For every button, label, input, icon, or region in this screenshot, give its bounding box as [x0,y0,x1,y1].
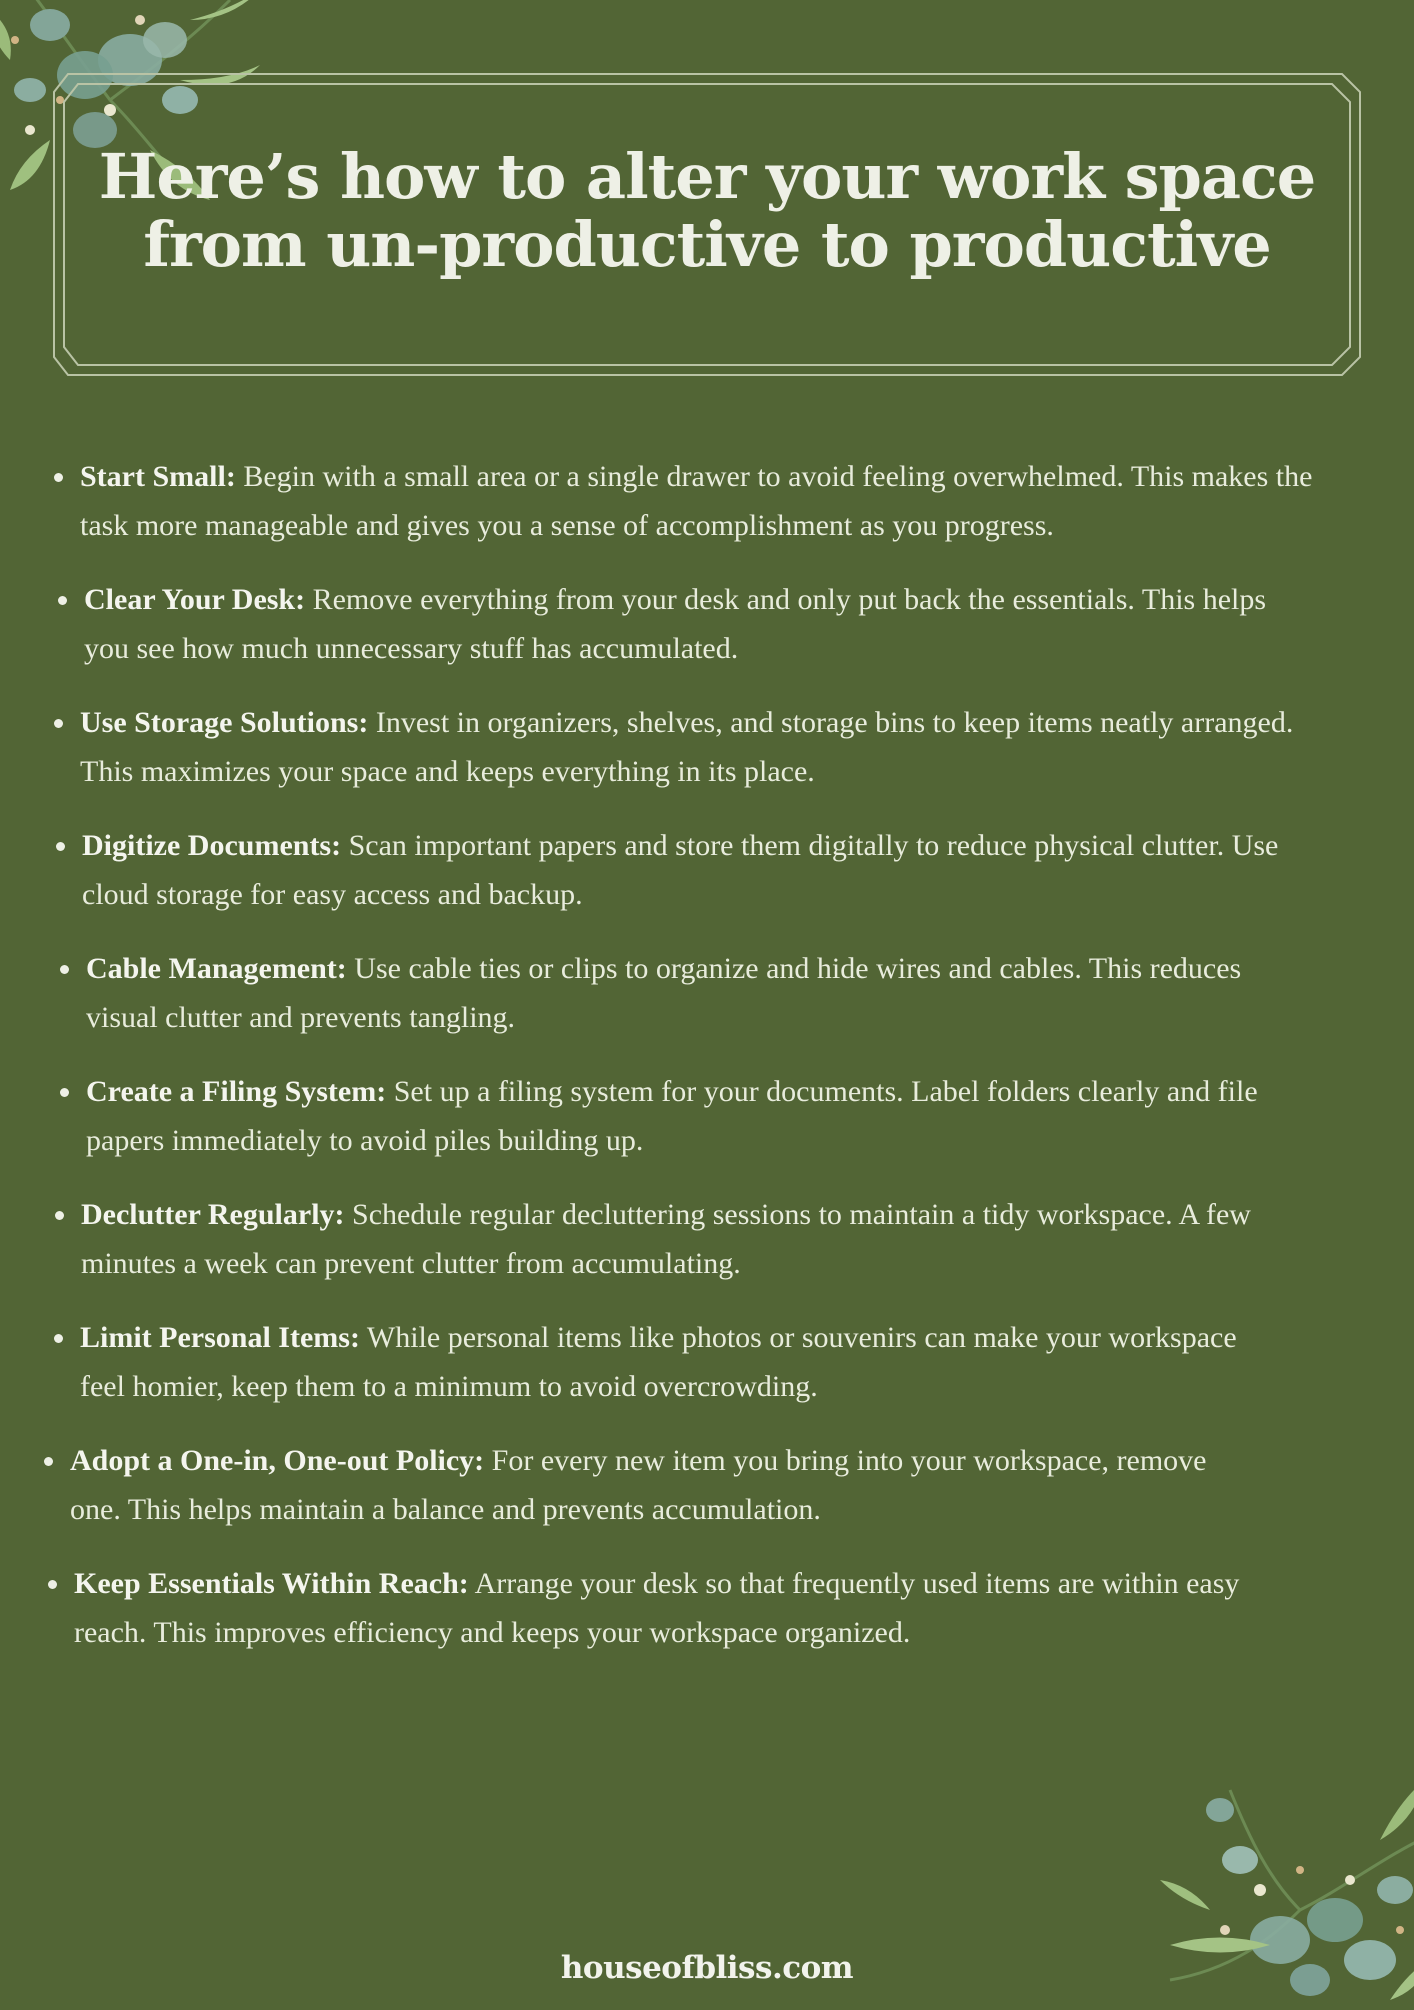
tip-text: For every new item you bring into your workspace, remove [484,1444,1207,1477]
list-item [70,1436,1410,1534]
page-title [80,140,1334,281]
tip-lead: Declutter Regularly: [81,1198,345,1231]
list-item [84,575,1414,673]
tip-text-continued: This maximizes your space and keeps everything in its place. [80,755,815,788]
bullet-icon [56,842,65,851]
tip-lead: Create a Filing System: [86,1075,387,1108]
list-item [80,1313,1414,1411]
bullet-icon [44,1457,53,1466]
bullet-icon [58,596,67,605]
tip-lead: Digitize Documents: [82,829,342,862]
bullet-icon [54,473,63,482]
tip-text: Schedule regular decluttering sessions to maintain a tidy workspace. A few [344,1198,1251,1231]
tip-text-continued: cloud storage for easy access and backup. [82,878,583,911]
tip-text: Begin with a small area or a single drawer to avoid feeling overwhelmed. This makes the [235,460,1313,493]
title-line-1: Here’s how to alter your work space [98,140,1316,213]
tip-text-continued: reach. This improves efficiency and keeps your workspace organized. [74,1616,911,1649]
tip-text: Set up a filing system for your documents. Label folders clearly and file [386,1075,1258,1108]
list-item [86,944,1414,1042]
bullet-icon [60,1088,69,1097]
tip-text-continued: papers immediately to avoid piles building up. [86,1124,644,1157]
tip-text: Scan important papers and store them digitally to reduce physical clutter. Use [341,829,1279,862]
bullet-icon [54,1334,63,1343]
tip-text-continued: task more manageable and gives you a sense of accomplishment as you progress. [80,509,1054,542]
bullet-icon [54,719,63,728]
tip-text-continued: one. This helps maintain a balance and prevents accumulation. [70,1493,821,1526]
list-item [82,821,1414,919]
list-item [86,1067,1414,1165]
tip-text-continued: feel homier, keep them to a minimum to avoid overcrowding. [80,1370,818,1403]
tip-lead: Adopt a One-in, One-out Policy: [70,1444,485,1477]
tip-lead: Cable Management: [86,952,347,985]
list-item [80,698,1414,796]
tip-text: While personal items like photos or souvenirs can make your workspace [359,1321,1237,1354]
tip-text-continued: you see how much unnecessary stuff has accumulated. [84,632,739,665]
tip-text-continued: minutes a week can prevent clutter from accumulating. [81,1247,741,1280]
tip-text-continued: visual clutter and prevents tangling. [86,1001,516,1034]
list-item [81,1190,1414,1288]
tip-text: Remove everything from your desk and only put back the essentials. This helps [305,583,1267,616]
bullet-icon [55,1211,64,1220]
tip-lead: Limit Personal Items: [80,1321,360,1354]
tip-lead: Keep Essentials Within Reach: [74,1567,469,1600]
tip-text: Invest in organizers, shelves, and storage bins to keep items neatly arranged. [368,706,1294,739]
footer-website: houseofbliss.com [560,1950,854,1986]
list-item [80,452,1414,550]
tip-lead: Start Small: [80,460,236,493]
tip-lead: Clear Your Desk: [84,583,306,616]
title-line-2: from un-productive to productive [143,208,1271,281]
list-item [74,1559,1414,1657]
tip-text: Use cable ties or clips to organize and hide wires and cables. This reduces [346,952,1242,985]
bullet-icon [60,965,69,974]
tip-text: Arrange your desk so that frequently used items are within easy [468,1567,1240,1600]
tip-lead: Use Storage Solutions: [80,706,369,739]
bullet-icon [48,1580,57,1589]
